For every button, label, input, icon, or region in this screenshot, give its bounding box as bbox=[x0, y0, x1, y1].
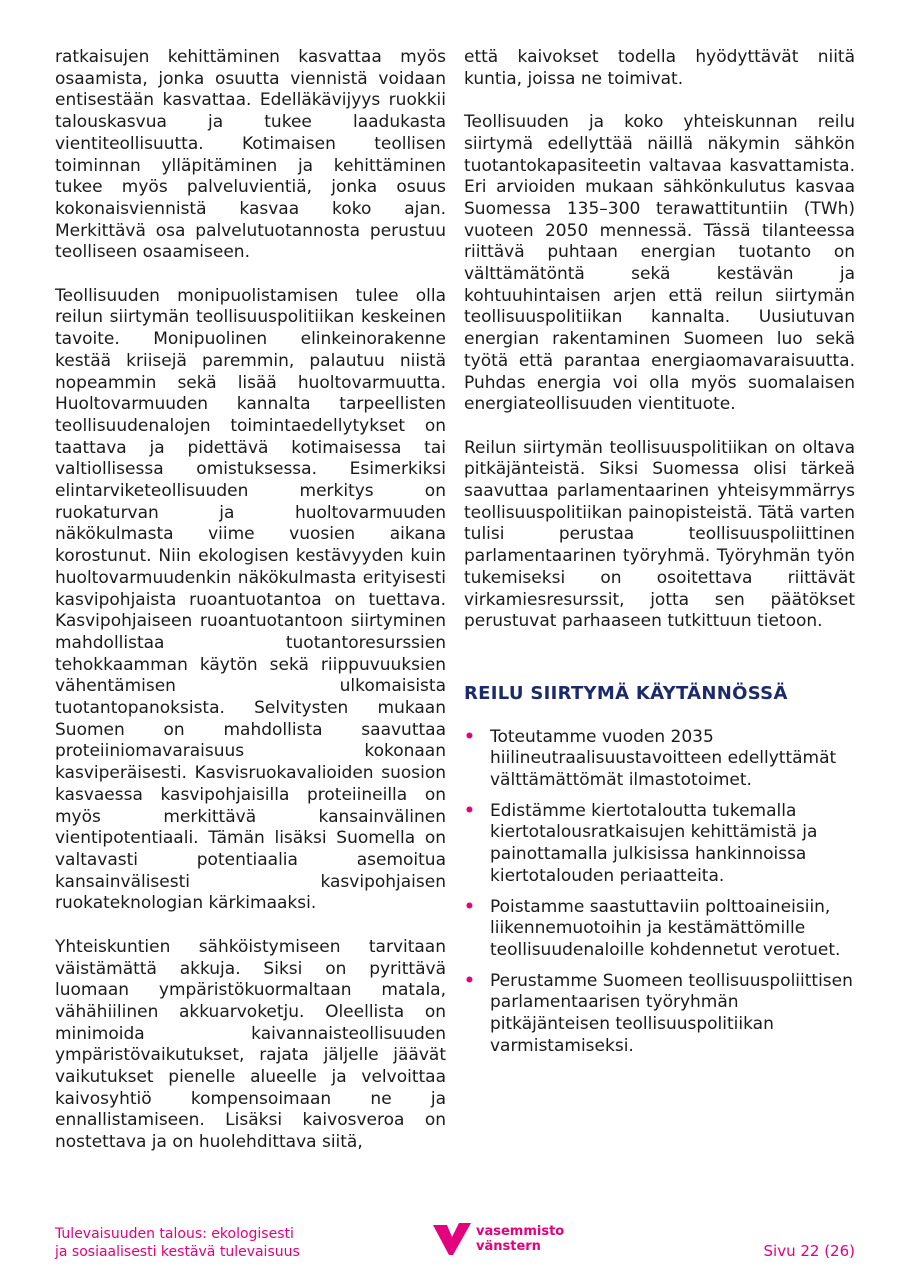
footer-title-line: Tulevaisuuden talous: ekologisesti bbox=[55, 1226, 294, 1242]
paragraph: ratkaisujen kehittäminen kasvattaa myös osaamista, jonka osuutta viennistä voidaan entisestään kasvattaa. Edelläkävijyys ruokkii talouskasvua ja tukee laadukasta vientiteollisuutta. Kotimaisen teollisen toiminnan ylläpitäminen ja kehittäminen tukee myös palveluvientiä, jonka osuus kokonaisviennistä kasvaa koko ajan. Merkittävä osa palvelutuotannosta perustuu teolliseen osaamiseen. bbox=[55, 47, 446, 263]
party-logo bbox=[432, 1222, 564, 1256]
logo-wordmark bbox=[476, 1224, 564, 1254]
list-item-text: Edistämme kiertotaloutta tukemalla kiertotalousratkaisujen kehittämistä ja painottamalla julkisissa hankinnoissa kiertotalouden periaatteita. bbox=[490, 800, 818, 886]
bullet-icon: • bbox=[464, 726, 475, 747]
logo-text: vänstern bbox=[476, 1239, 541, 1254]
list-item bbox=[464, 801, 855, 888]
bullet-icon: • bbox=[464, 800, 475, 821]
list-item bbox=[464, 971, 855, 1058]
logo-text: vasemmisto bbox=[476, 1224, 565, 1239]
footer-document-title bbox=[55, 1225, 300, 1261]
list-item-text: Toteutamme vuoden 2035 hiilineutraalisuustavoitteen edellyttämät välttämättömät ilmastotoimet. bbox=[490, 726, 837, 791]
paragraph: Teollisuuden ja koko yhteiskunnan reilu siirtymä edellyttää näillä näkymin sähkön tuotantokapasiteetin valtavaa kasvattamista. Eri arvioiden mukaan sähkönkulutus kasvaa Suomessa 135–300 terawattituntiin (TWh) vuoteen 2050 mennessä. Tässä tilanteessa riittävä puhtaan energian tuotanto on välttämätöntä sekä kestävän ja kohtuuhintaisen arjen että reilun siirtymän teollisuuspolitiikan kannalta. Uusiutuvan energian rakentaminen Suomeen luo sekä työtä että parantaa energiaomavaraisuutta. Puhdas energia voi olla myös suomalaisen energiateollisuuden vientituote. bbox=[464, 112, 855, 415]
bullet-icon: • bbox=[464, 896, 475, 917]
page-number: Sivu 22 (26) bbox=[763, 1242, 855, 1260]
v-logo-icon bbox=[432, 1222, 472, 1256]
paragraph: Teollisuuden monipuolistamisen tulee olla reilun siirtymän teollisuuspolitiikan keskeinen tavoite. Monipuolinen elinkeinorakenne kestää kriisejä paremmin, palautuu niistä nopeammin sekä lisää huoltovarmuutta. Huoltovarmuuden kannalta tarpeellisten teollisuudenalojen toimintaedellytykset on taattava ja pidettävä kotimaisessa tai valtiollisessa omistuksessa. Esimerkiksi elintarviketeollisuuden merkitys on ruokaturvan ja huoltovarmuuden näkökulmasta viime vuosien aikana korostunut. Niin ekologisen kestävyyden kuin huoltovarmuudenkin näkökulmasta erityisesti kasvipohjaista ruoantuotantoa on tuettava. Kasvipohjaiseen ruoantuotantoon siirtyminen mahdollistaa tuotantoresurssien tehokkaamman käytön sekä riippuvuuksien vähentämisen ulkomaisista tuotantopanoksista. Selvitysten mukaan Suomen on mahdollista saavuttaa proteiiniomavaraisuus kokonaan kasviperäisesti. Kasvisruokavalioiden suosion kasvaessa kasvipohjaisilla proteiineilla on myös merkittävä kansainvälinen vientipotentiaali. Tämän lisäksi Suomella on valtavasti potentiaalia asemoitua kansainvälisesti kasvipohjaisen ruokateknologian kärkimaaksi. bbox=[55, 285, 446, 914]
right-column bbox=[464, 47, 855, 1067]
bullet-list bbox=[464, 727, 855, 1058]
paragraph: Reilun siirtymän teollisuuspolitiikan on oltava pitkäjänteistä. Siksi Suomessa olisi tärkeä saavuttaa parlamentaarinen yhteisymmärrys teollisuuspolitiikan painopisteistä. Tätä varten tulisi perustaa teollisuuspoliittinen parlamentaarinen työryhmä. Työryhmän työn tukemiseksi on osoitettava riittävät virkamiesresurssit, jotta sen päätökset perustuvat parhaaseen tutkittuun tietoon. bbox=[464, 437, 855, 632]
paragraph: että kaivokset todella hyödyttävät niitä kuntia, joissa ne toimivat. bbox=[464, 47, 855, 89]
bullet-icon: • bbox=[464, 970, 475, 991]
left-column bbox=[55, 47, 446, 1176]
list-item bbox=[464, 897, 855, 962]
footer-title-line: ja sosiaalisesti kestävä tulevaisuus bbox=[55, 1244, 300, 1260]
section-heading: REILU SIIRTYMÄ KÄYTÄNNÖSSÄ bbox=[464, 682, 788, 704]
list-item-text: Perustamme Suomeen teollisuuspoliittisen parlamentaarisen työryhmän pitkäjänteisen teollisuuspolitiikan varmistamiseksi. bbox=[490, 970, 853, 1056]
paragraph: Yhteiskuntien sähköistymiseen tarvitaan väistämättä akkuja. Siksi on pyrittävä luomaan ympäristökuormaltaan matala, vähähiilinen akkuarvoketju. Oleellista on minimoida kaivannaisteollisuuden ympäristövaikutukset, rajata jäljelle jäävät vaikutukset pienelle alueelle ja velvoittaa kaivosyhtiö kompensoimaan ne ja ennallistamiseen. Lisäksi kaivosveroa on nostettava ja on huolehdittava siitä, bbox=[55, 936, 446, 1153]
list-item-text: Poistamme saastuttaviin polttoaineisiin, liikennemuotoihin ja kestämättömille teollisuudenaloille kohdennetut verotuet. bbox=[490, 896, 841, 960]
list-item bbox=[464, 727, 855, 792]
